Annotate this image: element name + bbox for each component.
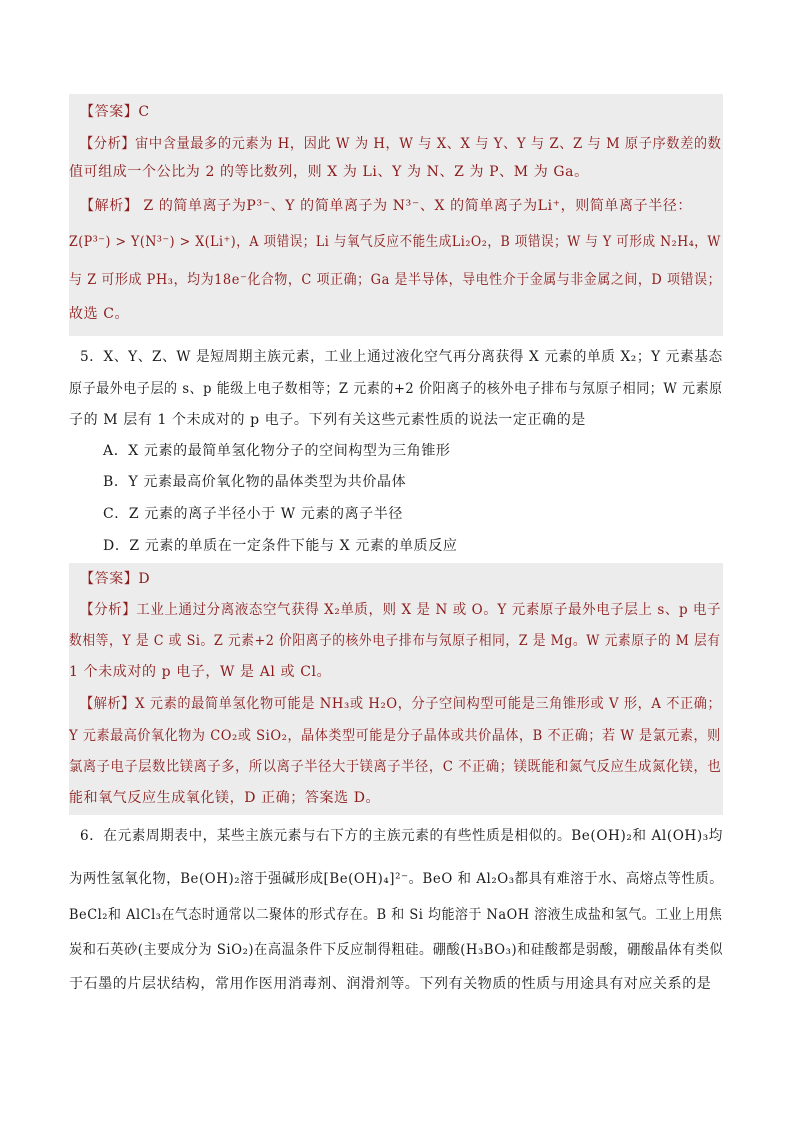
- analysis-text: 工业上通过分离液态空气获得 X₂单质，则 X 是 N 或 O。Y 元素原子最外电子层上 s、p 电子: [136, 602, 722, 618]
- explain-line-1: [80, 694, 721, 714]
- analysis-text: 宙中含量最多的元素为 H，因此 W 为 H，W 与 X、X 与 Y、Y 与 Z、Z 与 M 原子序数差的数: [135, 136, 722, 152]
- question-5-line-2: 原子最外电子层的 s、p 能级上电子数相等；Z 元素的+2 价阳离子的核外电子排布与氖原子相同；W 元素原: [69, 381, 723, 397]
- question-5-line-3: 子的 M 层有 1 个未成对的 p 电子。下列有关这些元素性质的说法一定正确的是: [69, 412, 586, 428]
- explain-text: Z 的简单离子为P³⁻、Y 的简单离子为 N³⁻、X 的简单离子为Li⁺，则简单离子半径：: [138, 198, 693, 214]
- option-c: C．Z 元素的离子半径小于 W 元素的离子半径: [103, 506, 403, 522]
- answer-block-q5: [69, 563, 723, 815]
- explain-tag: 【解析】: [80, 198, 139, 214]
- answer-tag: 【答案】: [80, 571, 139, 587]
- explain-tag: 【解析】: [80, 696, 136, 712]
- answer-tag: 【答案】: [80, 104, 139, 120]
- answer-block-q4: [69, 94, 723, 336]
- explain-line-1: [80, 196, 692, 216]
- analysis-line-1: [80, 134, 721, 154]
- option-d: D．Z 元素的单质在一定条件下能与 X 元素的单质反应: [103, 538, 458, 554]
- answer-line: [80, 569, 150, 589]
- question-6-line-4: 炭和石英砂(主要成分为 SiO₂)在高温条件下反应制得粗硅。硼酸(H₃BO₃)和硅酸都是弱酸，硼酸晶体有类似: [69, 942, 724, 958]
- question-6-line-3: BeCl₂和 AlCl₃在气态时通常以二聚体的形式存在。B 和 Si 均能溶于 NaOH 溶液生成盐和氢气。工业上用焦: [69, 907, 723, 923]
- analysis-tag: 【分析】: [80, 602, 137, 618]
- explain-line-4: 故选 C。: [69, 306, 130, 322]
- explain-line-3: 氯离子电子层数比镁离子多，所以离子半径大于镁离子半径，C 不正确；镁既能和氮气反应生成氮化镁，也: [69, 759, 722, 775]
- question-6-line-1: 6．在元素周期表中，某些主族元素与右下方的主族元素的有些性质是相似的。Be(OH)₂和 Al(OH)₃均: [80, 828, 723, 844]
- explain-line-2: Z(P³⁻) > Y(N³⁻) > X(Li⁺)，A 项错误；Li 与氧气反应不能生成Li₂O₂，B 项错误；W 与 Y 可形成 N₂H₄，W: [69, 234, 721, 250]
- analysis-line-2: 值可组成一个公比为 2 的等比数列，则 X 为 Li、Y 为 N、Z 为 P、M 为 Ga。: [69, 164, 589, 180]
- analysis-line-3: 1 个未成对的 p 电子，W 是 Al 或 Cl。: [69, 664, 332, 680]
- option-a: A．X 元素的最简单氢化物分子的空间构型为三角锥形: [103, 443, 451, 459]
- question-6-line-2: 为两性氢氧化物，Be(OH)₂溶于强碱形成[Be(OH)₄]²⁻。BeO 和 Al₂O₃都具有难溶于水、高熔点等性质。: [69, 871, 724, 887]
- explain-line-2: Y 元素最高价氧化物为 CO₂或 SiO₂，晶体类型可能是分子晶体或共价晶体，B 不正确；若 W 是氯元素，则: [69, 728, 721, 744]
- analysis-tag: 【分析】: [80, 136, 136, 152]
- answer-line: [80, 102, 150, 122]
- explain-line-3: 与 Z 可形成 PH₃，均为18e⁻化合物，C 项正确；Ga 是半导体，导电性介于金属与非金属之间，D 项错误；: [69, 272, 722, 288]
- answer-value: D: [138, 571, 151, 587]
- analysis-line-1: [80, 600, 721, 620]
- explain-text: X 元素的最简单氢化物可能是 NH₃或 H₂O，分子空间构型可能是三角锥形或 V 形，A 不正确；: [135, 696, 722, 712]
- question-5-line-1: 5．X、Y、Z、W 是短周期主族元素，工业上通过液化空气再分离获得 X 元素的单质 X₂；Y 元素基态: [80, 349, 723, 365]
- analysis-line-2: 数相等，Y 是 C 或 Si。Z 元素+2 价阳离子的核外电子排布与氖原子相同，Z 是 Mg。W 元素原子的 M 层有: [69, 633, 721, 649]
- option-b: B．Y 元素最高价氧化物的晶体类型为共价晶体: [103, 474, 407, 490]
- answer-value: C: [138, 104, 150, 120]
- explain-line-4: 能和氧气反应生成氧化镁，D 正确；答案选 D。: [69, 790, 381, 806]
- question-6-line-5: 于石墨的片层状结构，常用作医用消毒剂、润滑剂等。下列有关物质的性质与用途具有对应关系的是: [69, 976, 712, 992]
